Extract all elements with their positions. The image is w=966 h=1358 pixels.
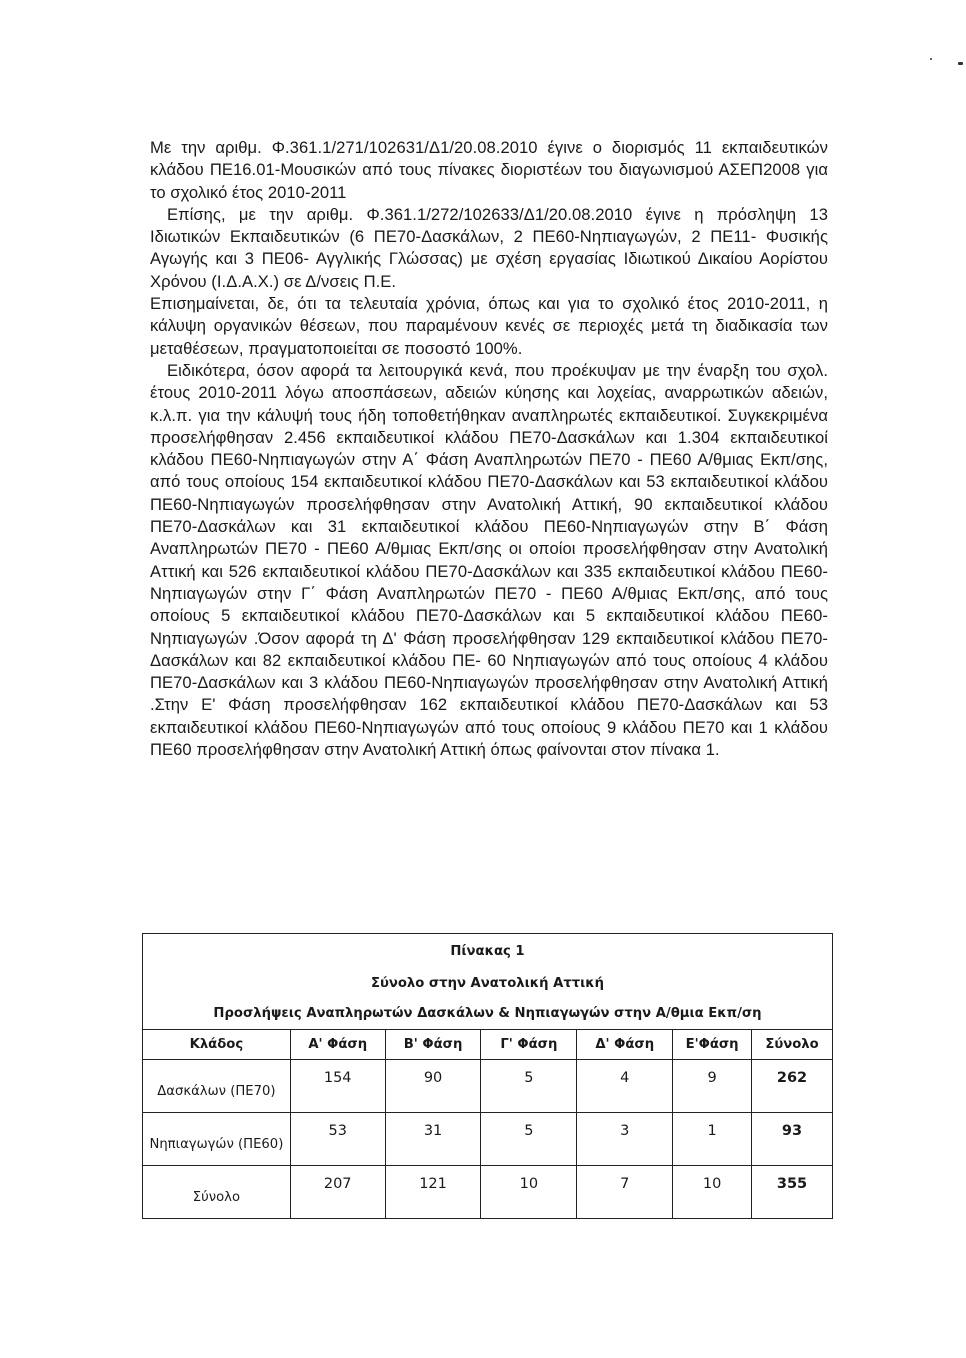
paragraph-private-hiring: Επίσης, με την αριθμ. Φ.361.1/272/102633/Δ1/20.08.2010 έγινε η πρόσληψη 13 Ιδιωτικών Εκπαιδευτικών (6 ΠΕ70-Δασκάλων, 2 ΠΕ60-Νηπιαγωγών, 2 ΠΕ11- Φυσικής Αγωγής και 3 ΠΕ06- Αγγλικής Γλώσσας) με σχέση εργασίας Ιδιωτικού Δικαίου Αορίστου Χρόνου (Ι.Δ.Α.Χ.) σε Δ/νσεις Π.Ε.	[150, 204, 828, 291]
table-subtitle: Σύνολο στην Ανατολική Αττική	[143, 968, 833, 998]
cell-value: 53	[290, 1113, 385, 1166]
cell-total: 262	[752, 1060, 833, 1113]
row-label: Νηπιαγωγών (ΠΕ60)	[143, 1113, 291, 1166]
header-phase-b: Β' Φάση	[385, 1030, 481, 1060]
paragraph-substitutes: Ειδικότερα, όσον αφορά τα λειτουργικά κενά, που προέκυψαν με την έναρξη του σχολ. έτους 2010-2011 λόγω αποσπάσεων, αδειών κύησης και λοχείας, αναρρωτικών αδειών, κ.λ.π. για την κάλυψή τους ήδη τοποθετήθηκαν αναπληρωτές εκπαιδευτικοί. Συγκεκριμένα προσελήφθησαν 2.456 εκπαιδευτικοί κλάδου ΠΕ70-Δασκάλων και 1.304 εκπαιδευτικοί κλάδου ΠΕ60-Νηπιαγωγών στην Α΄ Φάση Αναπληρωτών ΠΕ70 - ΠΕ60 Α/θμιας Εκπ/σης, από τους οποίους 154 εκπαιδευτικοί κλάδου ΠΕ70-Δασκάλων και 53 εκπαιδευτικοί κλάδου ΠΕ60-Νηπιαγωγών προσελήφθησαν στην Ανατολική Αττική, 90 εκπαιδευτικοί κλάδου ΠΕ70-Δασκάλων και 31 εκπαιδευτικοί κλάδου ΠΕ60-Νηπιαγωγών στην Β΄ Φάση Αναπληρωτών ΠΕ70 - ΠΕ60 Α/θμιας Εκπ/σης οι οποίοι προσελήφθησαν στην Ανατολική Αττική και 526 εκπαιδευτικοί κλάδου ΠΕ70-Δασκάλων και 335 εκπαιδευτικοί κλάδου ΠΕ60-Νηπιαγωγών στην Γ΄ Φάση Αναπληρωτών ΠΕ70 - ΠΕ60 Α/θμιας Εκπ/σης, από τους οποίους 5 εκπαιδευτικοί κλάδου ΠΕ70-Δασκάλων και 5 εκπαιδευτικοί κλάδου ΠΕ60-Νηπιαγωγών .Όσον αφορά τη Δ' Φάση προσελήφθησαν 129 εκπαιδευτικοί κλάδου ΠΕ70-Δασκάλων και 82 εκπαιδευτικοί κλάδου ΠΕ- 60 Νηπιαγωγών από τους οποίους 4 κλάδου ΠΕ70-Δασκάλων και 3 κλάδου ΠΕ60-Νηπιαγωγών προσελήφθησαν στην Ανατολική Αττική .Στην Ε' Φάση προσελήφθησαν 162 εκπαιδευτικοί κλάδου ΠΕ70-Δασκάλων και 53 εκπαιδευτικοί κλάδου ΠΕ60-Νηπιαγωγών από τους οποίους 9 κλάδου ΠΕ70 και 1 κλάδου ΠΕ60 προσελήφθησαν στην Ανατολική Αττική όπως φαίνονται στον πίνακα 1.	[150, 360, 828, 760]
header-phase-e: Ε'Φάση	[673, 1030, 752, 1060]
header-total: Σύνολο	[752, 1030, 833, 1060]
header-phase-a: Α' Φάση	[290, 1030, 385, 1060]
cell-value: 1	[673, 1113, 752, 1166]
header-phase-d: Δ' Φάση	[577, 1030, 673, 1060]
cell-value: 7	[577, 1166, 673, 1219]
paragraph-coverage: Επισημαίνεται, δε, ότι τα τελευταία χρόνια, όπως και για το σχολικό έτος 2010-2011, η κάλυψη οργανικών θέσεων, που παραμένουν κενές σε περιοχές μετά τη διαδικασία των μεταθέσεων, πραγματοποιείται σε ποσοστό 100%.	[150, 294, 828, 358]
cell-value: 90	[385, 1060, 481, 1113]
document-body	[150, 137, 828, 761]
cell-value: 4	[577, 1060, 673, 1113]
cell-value: 10	[481, 1166, 577, 1219]
cell-value: 154	[290, 1060, 385, 1113]
scan-speck	[930, 58, 932, 60]
cell-value: 5	[481, 1060, 577, 1113]
header-phase-c: Γ' Φάση	[481, 1030, 577, 1060]
cell-value: 9	[673, 1060, 752, 1113]
cell-total: 355	[752, 1166, 833, 1219]
cell-total: 93	[752, 1113, 833, 1166]
table-caption: Προσλήψεις Αναπληρωτών Δασκάλων & Νηπιαγωγών στην Α/θμια Εκπ/ση	[143, 998, 833, 1030]
header-branch: Κλάδος	[143, 1030, 291, 1060]
scan-speck	[958, 62, 963, 65]
cell-value: 5	[481, 1113, 577, 1166]
cell-value: 31	[385, 1113, 481, 1166]
table-title: Πίνακας 1	[143, 934, 833, 969]
table-row	[143, 1166, 833, 1219]
cell-value: 121	[385, 1166, 481, 1219]
paragraph-appointment: Με την αριθμ. Φ.361.1/271/102631/Δ1/20.08.2010 έγινε ο διορισμός 11 εκπαιδευτικών κλάδου ΠΕ16.01-Μουσικών από τους πίνακες διοριστέων του διαγωνισμού ΑΣΕΠ2008 για το σχολικό έτος 2010-2011	[150, 138, 828, 202]
cell-value: 10	[673, 1166, 752, 1219]
cell-value: 3	[577, 1113, 673, 1166]
table-row	[143, 1113, 833, 1166]
hiring-table	[142, 933, 833, 1219]
row-label: Σύνολο	[143, 1166, 291, 1219]
cell-value: 207	[290, 1166, 385, 1219]
row-label: Δασκάλων (ΠΕ70)	[143, 1060, 291, 1113]
hiring-table-container	[142, 933, 833, 1219]
table-row	[143, 1060, 833, 1113]
